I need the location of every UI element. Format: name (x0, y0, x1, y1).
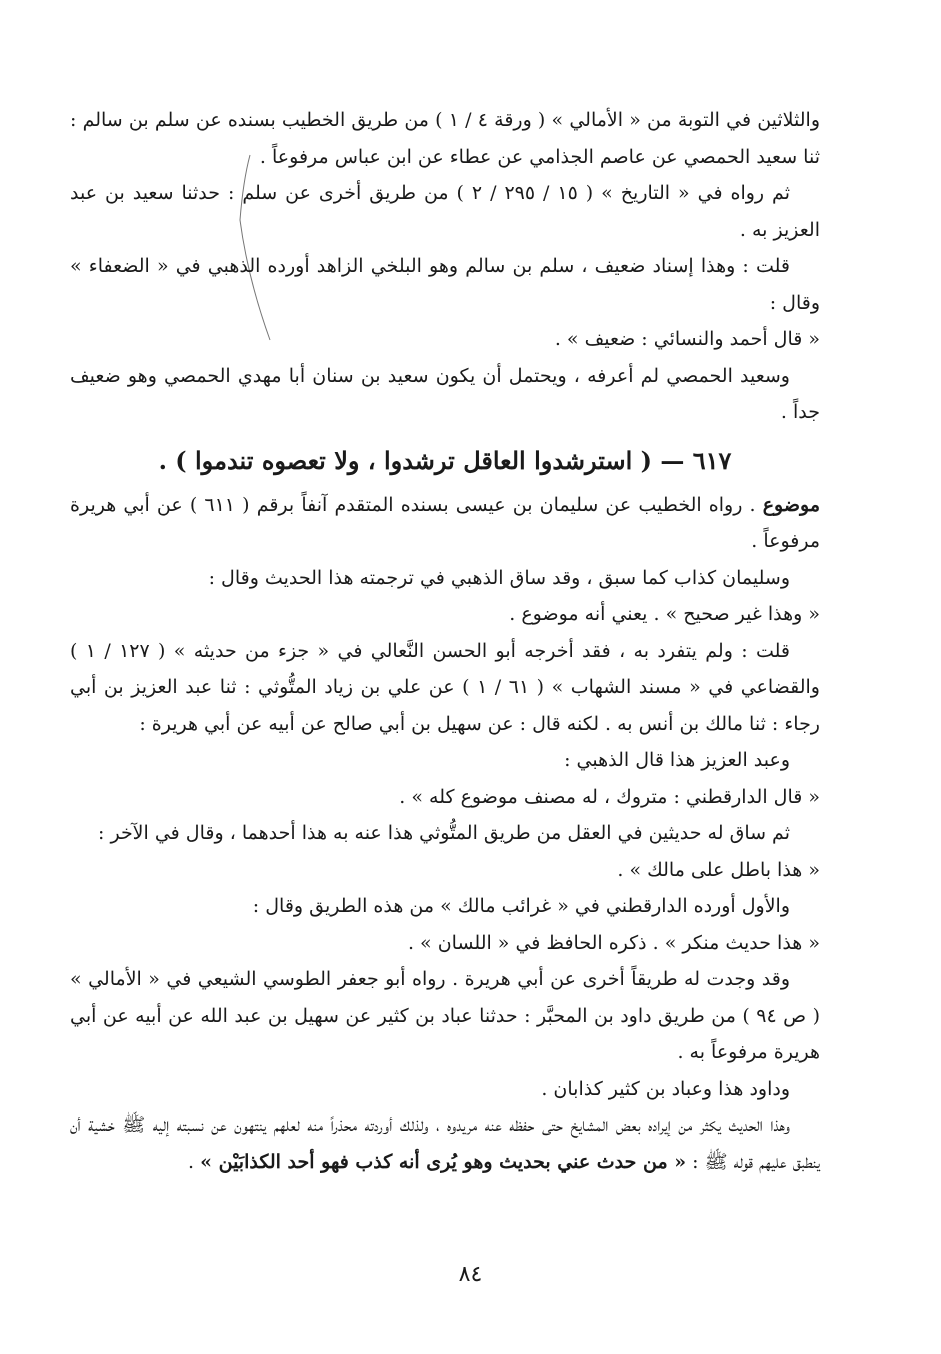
hadith-heading: ٦١٧ — ( استرشدوا العاقل ترشدوا ، ولا تعصوه تندموا ) . (158, 445, 732, 475)
quote-2: « وهذا غير صحيح » . يعني أنه موضوع . (509, 603, 820, 625)
paragraph-9: والأول أورده الدارقطني في « غرائب مالك » من هذه الطريق وقال : (252, 895, 790, 917)
ruling-label: موضوع (762, 493, 820, 516)
quote-1: « قال أحمد والنسائي : ضعيف » . (554, 328, 820, 350)
paragraph-5: وسليمان كذاب كما سبق ، وقد ساق الذهبي في ترجمته هذا الحديث وقال : (208, 566, 790, 589)
page-number: ٨٤ (458, 1262, 483, 1287)
body-text (70, 102, 820, 1180)
closing-hadith-quote: « من حدث عني بحديث وهو يُرى أنه كذب فهو أحد الكذابَيْن » (200, 1150, 687, 1173)
paragraph-1: والثلاثين في التوبة من « الأمالي » ( ورقة ٤ / ١ ) من طريق الخطيب بسنده عن سلم بن سالم : ثنا سعيد الحمصي عن عاصم الجذامي عن عطاء عن ابن عباس مرفوعاً . (70, 109, 820, 168)
paragraph-7: وعبد العزيز هذا قال الذهبي : (564, 749, 790, 771)
closing-text: وهذا الحديث يكثر من إيراده بعض المشايخ حتى حفظه عنه مريدوه ، ولذلك أوردته محذراً منه لعلهم ينتهون عن نسبته إليه ﷺ خشية أن ينطبق عليهم قوله ﷺ : (70, 1114, 820, 1173)
paragraph-lead (70, 487, 820, 560)
paragraph-3: قلت : وهذا إسناد ضعيف ، سلم بن سالم وهو البلخي الزاهد أورده الذهبي في « الضعفاء » وقال : (70, 255, 820, 314)
closing-end: . (188, 1150, 201, 1173)
paragraph-6: قلت : ولم يتفرد به ، فقد أخرجه أبو الحسن النَّعالي في « جزء من حديثه » ( ١٢٧ / ١ ) والقضاعي في « مسند الشهاب » ( ٦١ / ١ ) عن علي بن زياد المتُّوثي : ثنا عبد العزيز بن أبي رجاء : ثنا مالك بن أنس به . لكنه قال : عن سهيل بن أبي صالح عن أبيه عن أبي هريرة : (70, 639, 820, 735)
quote-3: « قال الدارقطني : متروك ، له مصنف موضوع كله » . (399, 785, 820, 808)
paragraph-2: ثم رواه في « التاريخ » ( ١٥ / ٢٩٥ / ٢ ) من طريق أخرى عن سلم : حدثنا سعيد بن عبد العزيز به . (70, 182, 820, 241)
ruling-text: . رواه الخطيب عن سليمان بن عيسى بسنده المتقدم آنفاً برقم ( ٦١١ ) عن أبي هريرة مرفوعاً . (70, 493, 820, 552)
quote-4: « هذا باطل على مالك » . (617, 858, 820, 881)
paragraph-10: وقد وجدت له طريقاً أخرى عن أبي هريرة . رواه أبو جعفر الطوسي الشيعي في « الأمالي » ( ص ٩٤ ) من طريق داود بن المحبَّر : حدثنا عباد بن كثير عن سهيل بن عبد الله عن أبيه عن أبي هريرة مرفوعاً به . (70, 968, 820, 1063)
paragraph-12 (70, 1107, 820, 1180)
paragraph-11: وداود هذا وعباد بن كثير كذابان . (541, 1077, 790, 1100)
paragraph-8: ثم ساق له حديثين في العقل من طريق المتُّوثي هذا عنه به هذا أحدهما ، وقال في الآخر : (98, 822, 790, 844)
paragraph-4: وسعيد الحمصي لم أعرفه ، ويحتمل أن يكون سعيد بن سنان أبا مهدي الحمصي وهو ضعيف جداً . (70, 364, 820, 423)
quote-5: « هذا حديث منكر » . ذكره الحافظ في « اللسان » . (407, 931, 820, 954)
